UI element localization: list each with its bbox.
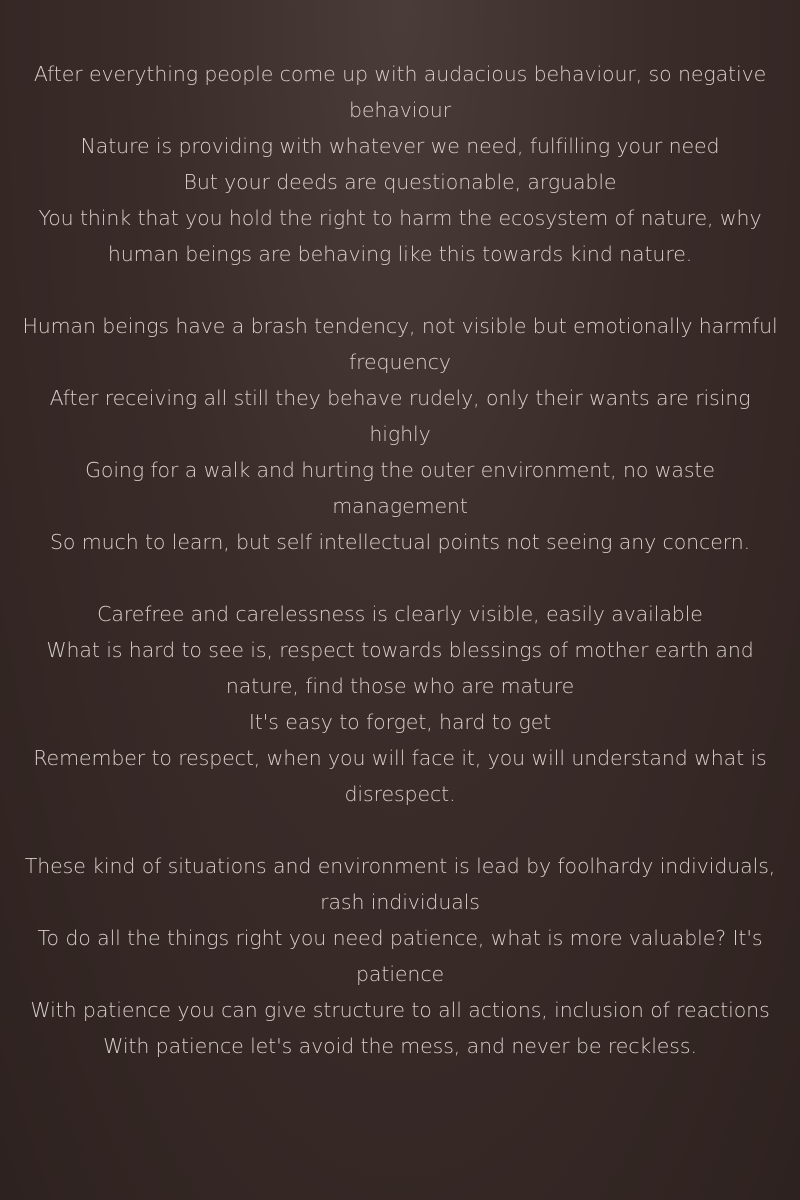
poem-line: With patience you can give structure to all actions, inclusion of reactions [30, 998, 770, 1022]
poem-line: But your deeds are questionable, arguable [183, 170, 617, 194]
stanza-3 [22, 596, 778, 812]
poem-line: With patience let's avoid the mess, and never be reckless. [103, 1034, 697, 1058]
poem-line: After receiving all still they behave rudely, only their wants are rising highly [49, 386, 751, 446]
poem-body [0, 56, 800, 1064]
poem-line: So much to learn, but self intellectual points not seeing any concern. [49, 530, 751, 554]
poem-line: What is hard to see is, respect towards blessings of mother earth and nature, find those who are mature [46, 638, 754, 698]
poem-line: Human beings have a brash tendency, not visible but emotionally harmful frequency [22, 314, 778, 374]
poem-line: Nature is providing with whatever we need, fulfilling your need [80, 134, 720, 158]
poem-line: Going for a walk and hurting the outer environment, no waste management [85, 458, 715, 518]
stanza-1 [22, 56, 778, 272]
poem-line: These kind of situations and environment is lead by foolhardy individuals, rash individuals [24, 854, 776, 914]
stanza-4 [22, 848, 778, 1064]
stanza-2 [22, 308, 778, 560]
poem-line: It's easy to forget, hard to get [248, 710, 552, 734]
poem-line: To do all the things right you need patience, what is more valuable? It's patience [37, 926, 763, 986]
poem-line: After everything people come up with audacious behaviour, so negative behaviour [33, 62, 767, 122]
poem-line: Carefree and carelessness is clearly visible, easily available [97, 602, 703, 626]
poem-line: You think that you hold the right to harm the ecosystem of nature, why human beings are behaving like this towards kind nature. [38, 206, 762, 266]
poem-line: Remember to respect, when you will face it, you will understand what is disrespect. [33, 746, 767, 806]
